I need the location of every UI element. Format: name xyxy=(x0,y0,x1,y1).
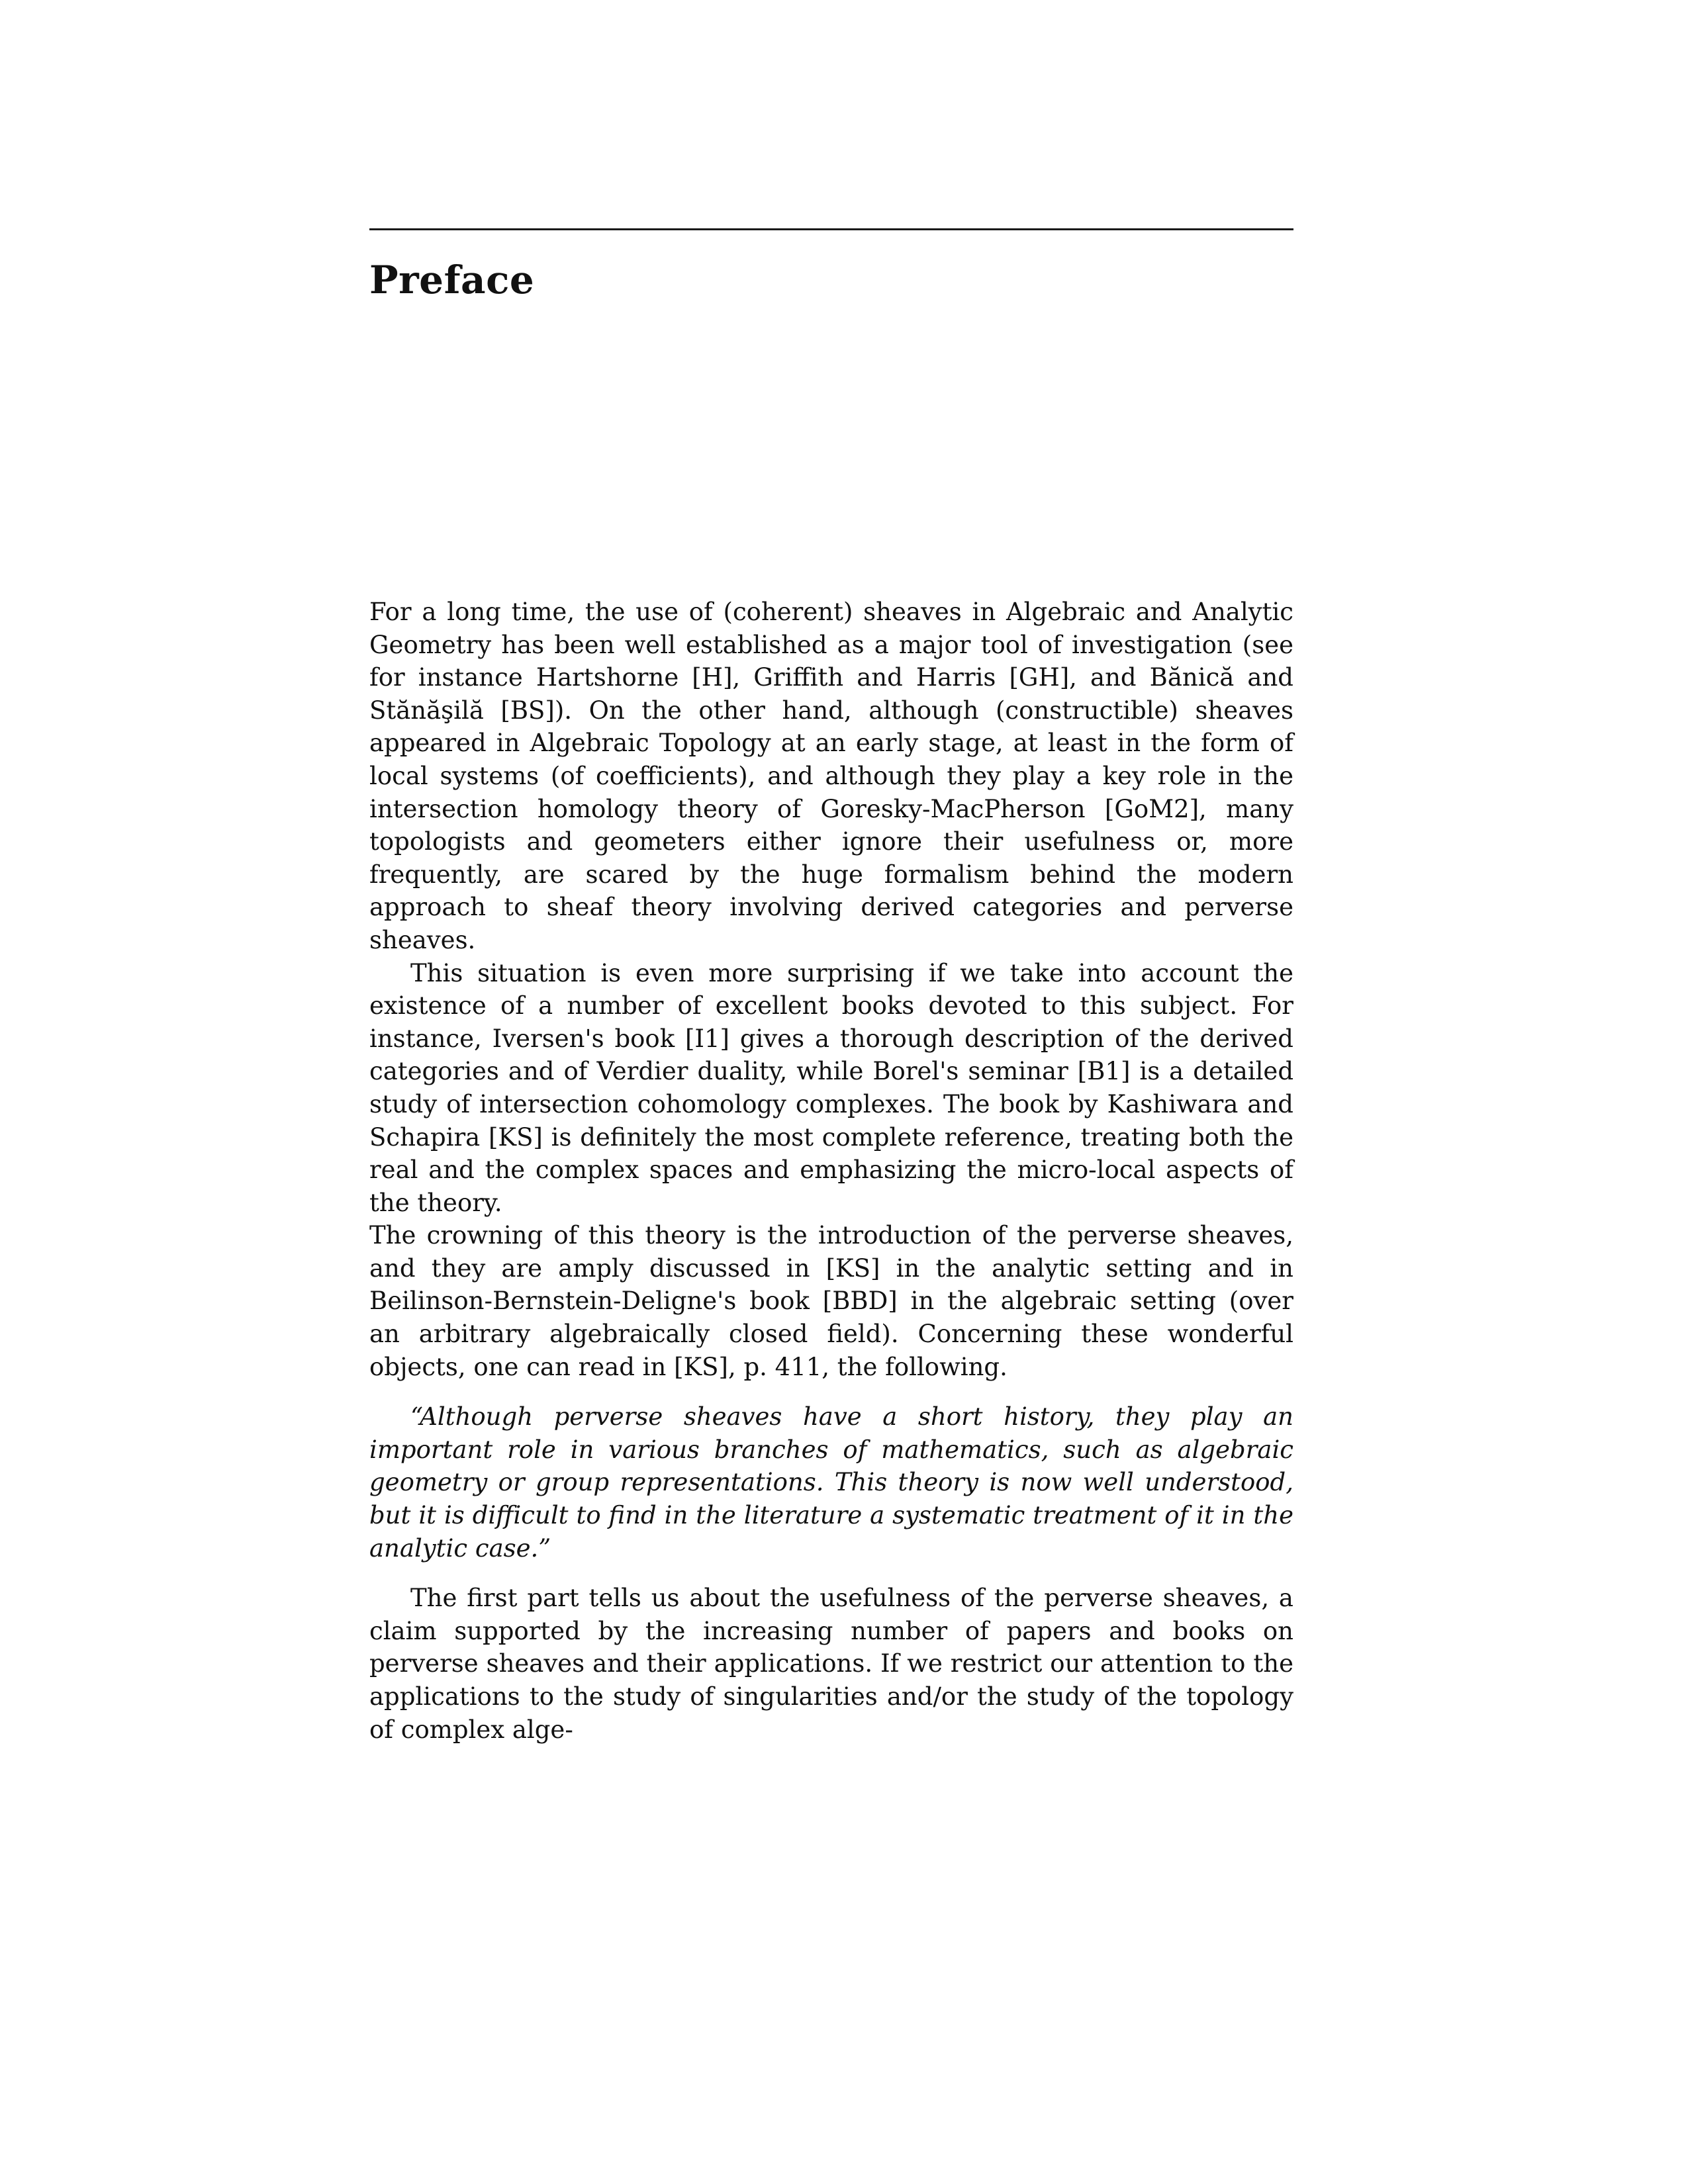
paragraph-1: For a long time, the use of (coherent) sheaves in Algebraic and Analytic Geometry has been well established as a major tool of investigation (see for instance Hartshorne [H], Griffith and Harris [GH], and Bănică and Stănăşilă [BS]). On the other hand, although (constructible) sheaves appeared in Algebraic Topology at an early stage, at least in the form of local systems (of coefficients), and although they play a key role in the intersection homology theory of Goresky-MacPherson [GoM2], many topologists and geometers either ignore their usefulness or, more frequently, are scared by the huge formalism behind the modern approach to sheaf theory involving derived categories and perverse sheaves. xyxy=(369,598,1293,954)
paragraph-4: The first part tells us about the usefulness of the perverse sheaves, a claim supported by the increasing number of papers and books on perverse sheaves and their applications. If we restrict our attention to the applications to the study of singularities and/or the study of the topology of complex alge- xyxy=(369,1584,1293,1744)
page-title: Preface xyxy=(369,257,535,302)
header-rule xyxy=(369,228,1293,230)
quotation: “Although perverse sheaves have a short history, they play an important role in various branches of mathematics, such as algebraic geometry or group representations. This theory is now well understood, but it is difficult to find in the literature a systematic treatment of it in the analytic case.” xyxy=(369,1402,1293,1563)
paragraph-2: This situation is even more surprising if we take into account the existence of a number of excellent books devoted to this subject. For instance, Iversen's book [I1] gives a thorough description of the derived categories and of Verdier duality, while Borel's seminar [B1] is a detailed study of intersection cohomology complexes. The book by Kashiwara and Schapira [KS] is definitely the most complete reference, treating both the real and the complex spaces and emphasizing the micro-local aspects of the theory. xyxy=(369,958,1293,1217)
body-text xyxy=(369,596,1293,1746)
paragraph-3: The crowning of this theory is the introduction of the perverse sheaves, and they are amply discussed in [KS] in the analytic setting and in Beilinson-Bernstein-Deligne's book [BBD] in the algebraic setting (over an arbitrary algebraically closed field). Concerning these wonderful objects, one can read in [KS], p. 411, the following. xyxy=(369,1221,1293,1381)
